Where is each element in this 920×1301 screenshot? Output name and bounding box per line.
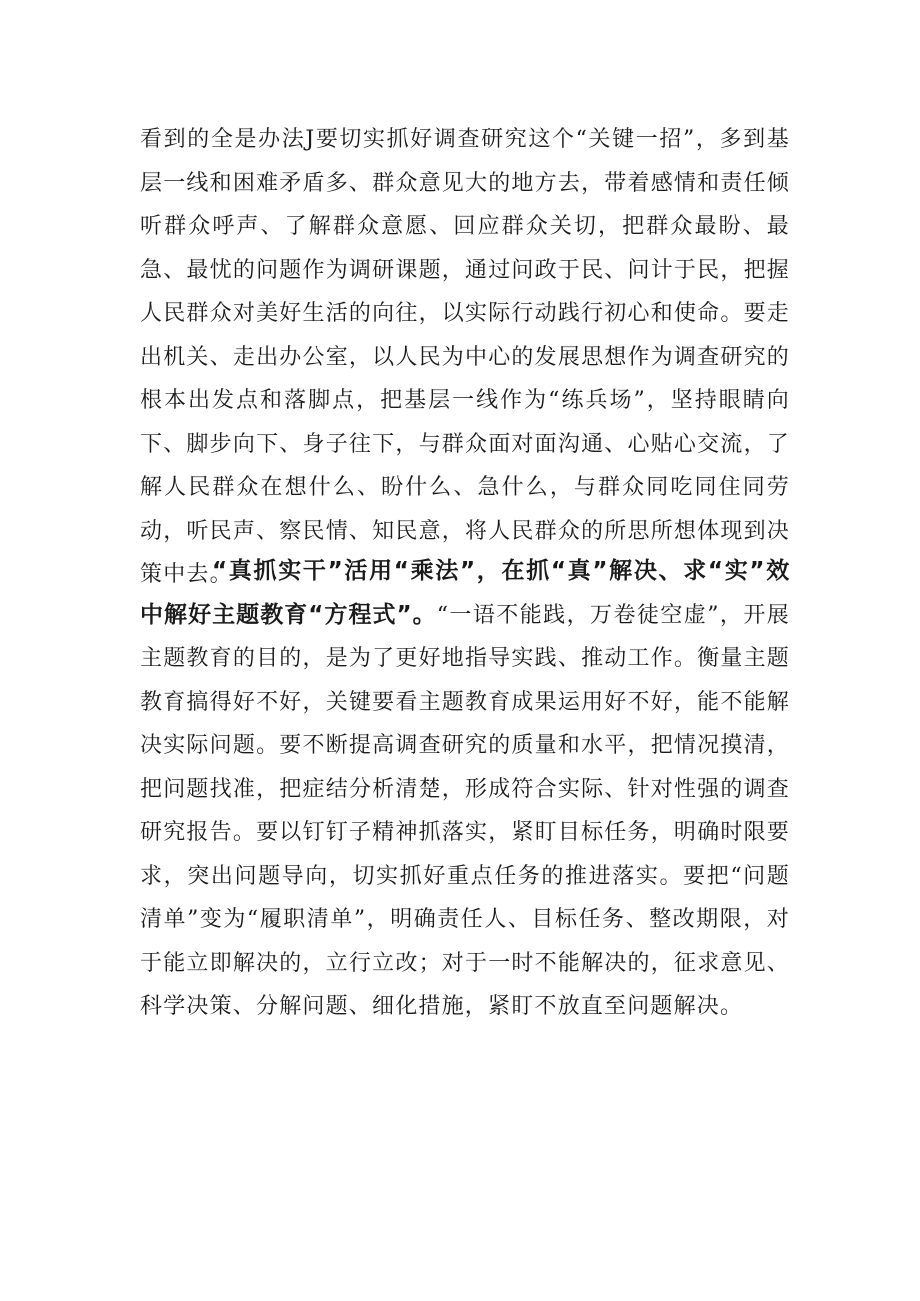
paragraph-1 bbox=[140, 118, 790, 597]
paragraph-2-text: “一语不能践，万卷徒空虚”，开展主题教育的目的，是为了更好地指导实践、推动工作。衡量主题教育搞得好不好，关键要看主题教育成果运用好不好，能不能解决实际问题。要不断提高调查研究的质量和水平，把情况摸清，把问题找准，把症结分析清楚，形成符合实际、针对性强的调查研究报告。要以钉钉子精神抓落实，紧盯目标任务，明确时限要求，突出问题导向，切实抓好重点任务的推进落实。要把“问题清单”变为“履职清单”，明确责任人、目标任务、整改期限，对于能立即解决的，立行立改；对于一时不能解决的，征求意见、科学决策、分解问题、细化措施，紧盯不放直至问题解决。 bbox=[140, 602, 790, 1019]
paragraph-2-heading: “真抓实干”活用“乘法”，在抓“真”解决、求“实”效中解好主题教育“方程式”。 bbox=[140, 558, 790, 628]
paragraph-2 bbox=[140, 550, 790, 1029]
paragraph-1-text: 看到的全是办法J要切实抓好调查研究这个“关键一招”，多到基层一线和困难矛盾多、群众意见大的地方去，带着感情和责任倾听群众呼声、了解群众意愿、回应群众关切，把群众最盼、最急、最忧的问题作为调研课题，通过问政于民、问计于民，把握人民群众对美好生活的向往，以实际行动践行初心和使命。要走出机关、走出办公室，以人民为中心的发展思想作为调查研究的根本出发点和落脚点，把基层一线作为“练兵场”，坚持眼睛向下、脚步向下、身子往下，与群众面对面沟通、心贴心交流，了解人民群众在想什么、盼什么、急什么，与群众同吃同住同劳动，听民声、察民情、知民意，将人民群众的所思所想体现到决策中去。 bbox=[140, 127, 790, 587]
